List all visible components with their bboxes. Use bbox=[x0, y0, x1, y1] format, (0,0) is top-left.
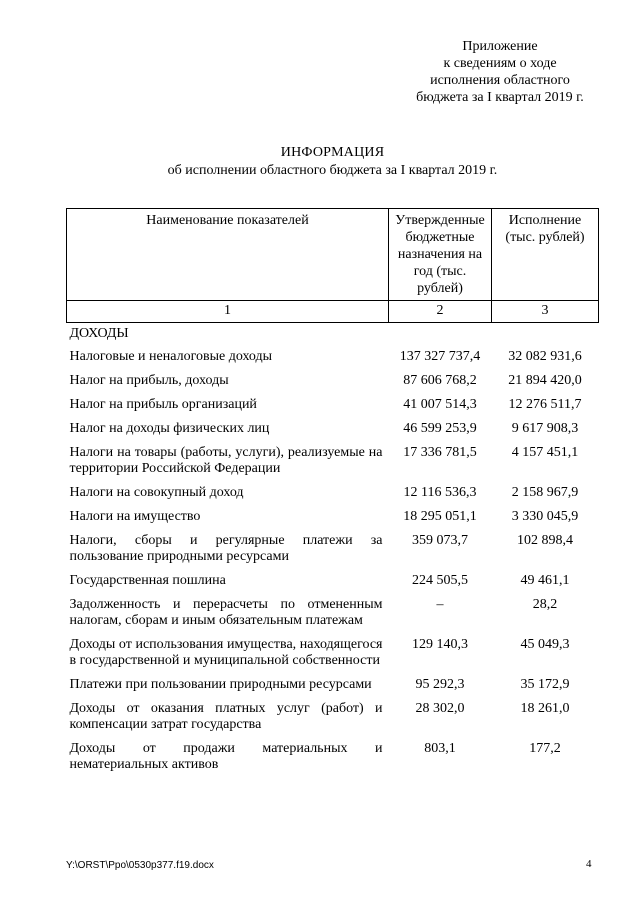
row-name: Налоги на товары (работы, услуги), реализуемые на территории Российской Федерации bbox=[69, 445, 383, 476]
table-row bbox=[67, 505, 599, 529]
row-executed-value: 21 894 420,0 bbox=[508, 373, 582, 388]
table-row bbox=[67, 441, 599, 481]
table-row bbox=[67, 673, 599, 697]
row-executed-value: 9 617 908,3 bbox=[511, 421, 579, 436]
header-indicator: Наименование показателей bbox=[67, 209, 389, 301]
row-name: Налоги на имущество bbox=[69, 509, 201, 524]
annex-note bbox=[395, 38, 605, 106]
row-executed-value: 49 461,1 bbox=[520, 573, 570, 588]
row-approved-value: 41 007 514,3 bbox=[403, 397, 477, 412]
row-executed-value: 28,2 bbox=[532, 597, 558, 612]
row-approved-value: 137 327 737,4 bbox=[399, 349, 481, 364]
row-executed-value: 18 261,0 bbox=[520, 701, 570, 716]
row-approved-value: 18 295 051,1 bbox=[403, 509, 477, 524]
row-executed-value: 35 172,9 bbox=[520, 677, 570, 692]
table-row bbox=[67, 369, 599, 393]
column-number: 1 bbox=[67, 301, 389, 323]
row-approved-value: 28 302,0 bbox=[415, 701, 465, 716]
row-name: Государственная пошлина bbox=[69, 573, 226, 588]
title-main: ИНФОРМАЦИЯ bbox=[280, 145, 385, 160]
table-row bbox=[67, 737, 599, 777]
column-number-row bbox=[67, 301, 599, 323]
row-name: Доходы от оказания платных услуг (работ) и компенсации затрат государства bbox=[69, 701, 383, 732]
row-executed-value: 177,2 bbox=[529, 741, 561, 756]
table-row bbox=[67, 417, 599, 441]
row-name: Платежи при пользовании природными ресурсами bbox=[69, 677, 372, 692]
file-path: Y:\ORST\Ppo\0530p377.f19.docx bbox=[66, 860, 214, 871]
row-approved-value: 95 292,3 bbox=[415, 677, 465, 692]
row-approved-value: 803,1 bbox=[424, 741, 456, 756]
table-row bbox=[67, 481, 599, 505]
row-name: Налоговые и неналоговые доходы bbox=[69, 349, 273, 364]
header-executed: Исполнение (тыс. рублей) bbox=[492, 209, 599, 301]
header-row bbox=[67, 209, 599, 301]
annex-line: к сведениям о ходе bbox=[443, 56, 557, 71]
row-executed-value: 45 049,3 bbox=[520, 637, 570, 652]
row-name: Налоги на совокупный доход bbox=[69, 485, 244, 500]
column-number: 2 bbox=[389, 301, 492, 323]
annex-line: исполнения областного bbox=[430, 73, 570, 88]
row-executed-value: 32 082 931,6 bbox=[508, 349, 582, 364]
annex-line: Приложение bbox=[462, 39, 538, 54]
row-approved-value: 359 073,7 bbox=[412, 533, 468, 548]
page-number: 4 bbox=[586, 858, 592, 870]
row-executed-value: 2 158 967,9 bbox=[511, 485, 579, 500]
table-row bbox=[67, 569, 599, 593]
row-name: Налоги, сборы и регулярные платежи за пользование природными ресурсами bbox=[69, 533, 383, 564]
row-executed-value: 4 157 451,1 bbox=[511, 445, 579, 460]
table-row bbox=[67, 593, 599, 633]
row-approved-value: 17 336 781,5 bbox=[403, 445, 477, 460]
header-approved: Утвержденные бюджетные назначения на год (тыс. рублей) bbox=[389, 209, 492, 301]
table-row bbox=[67, 697, 599, 737]
table-body bbox=[67, 301, 599, 778]
row-executed-value: 3 330 045,9 bbox=[511, 509, 579, 524]
row-name: Доходы от использования имущества, находящегося в государственной и муниципальной собственности bbox=[69, 637, 383, 668]
row-approved-value: 12 116 536,3 bbox=[403, 485, 477, 500]
row-executed-value: 12 276 511,7 bbox=[508, 397, 582, 412]
row-approved-value: 129 140,3 bbox=[412, 637, 468, 652]
row-name: Задолженность и перерасчеты по отмененным налогам, сборам и иным обязательным платежам bbox=[69, 597, 383, 628]
title-sub: об исполнении областного бюджета за I квартал 2019 г. bbox=[167, 163, 498, 178]
row-name: Налог на доходы физических лиц bbox=[69, 421, 270, 436]
section-title: ДОХОДЫ bbox=[69, 326, 129, 341]
table-row bbox=[67, 529, 599, 569]
document-title bbox=[100, 144, 565, 180]
budget-table bbox=[66, 208, 599, 777]
table-row bbox=[67, 393, 599, 417]
row-approved-value: 224 505,5 bbox=[412, 573, 468, 588]
column-number: 3 bbox=[492, 301, 599, 323]
annex-line: бюджета за I квартал 2019 г. bbox=[416, 90, 584, 105]
row-executed-value: 102 898,4 bbox=[517, 533, 573, 548]
row-name: Доходы от продажи материальных и нематериальных активов bbox=[69, 741, 383, 772]
table-row bbox=[67, 633, 599, 673]
table-row bbox=[67, 345, 599, 369]
row-approved-value: 46 599 253,9 bbox=[403, 421, 477, 436]
row-name: Налог на прибыль, доходы bbox=[69, 373, 229, 388]
row-name: Налог на прибыль организаций bbox=[69, 397, 257, 412]
section-row bbox=[67, 323, 599, 346]
row-approved-value: 87 606 768,2 bbox=[403, 373, 477, 388]
row-approved-value: – bbox=[436, 597, 444, 612]
